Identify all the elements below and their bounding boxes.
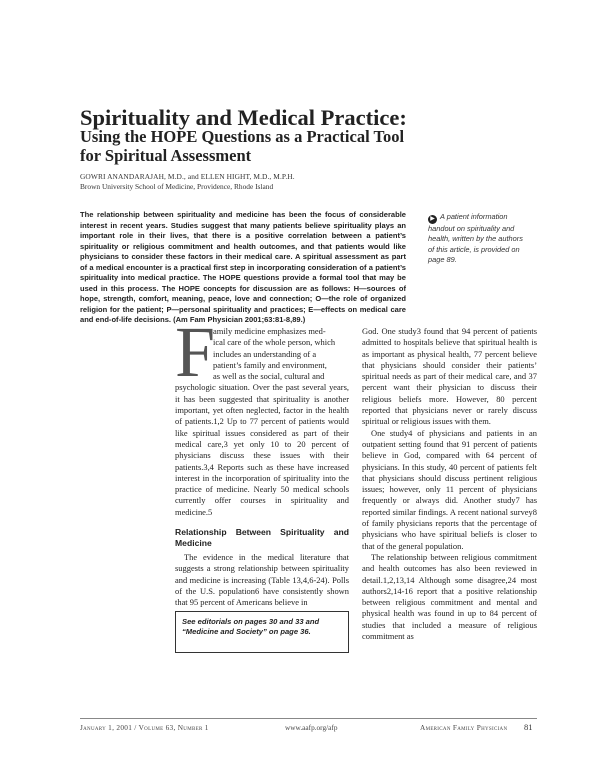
footer-issue: January 1, 2001 / Volume 63, Number 1 — [80, 723, 209, 732]
paragraph: The relationship between religious commitment and health outcomes has also been reviewed in detail.1,2,13,14 Although some disagree,24 most authors2,14-16 report that a positive relationship between religious commitment and mental and physical health was found in up to 84 percent of studies that included a measure of religious commitment as — [362, 551, 537, 642]
intro-line: patient’s family and environment, — [213, 359, 327, 370]
intro-line: ical care of the whole person, which — [213, 337, 336, 348]
footer-url[interactable]: www.aafp.org/afp — [285, 723, 338, 732]
article-subtitle — [80, 127, 540, 165]
intro — [175, 312, 349, 518]
page-number: 81 — [524, 722, 533, 732]
authors: GOWRI ANANDARAJAH, M.D., and ELLEN HIGHT, M.D., M.P.H. — [80, 172, 295, 181]
column-1 — [175, 312, 349, 609]
footer-journal: American Family Physician — [420, 723, 508, 732]
subtitle-line-2: for Spiritual Assessment — [80, 146, 252, 165]
intro-line: includes an understanding of a — [213, 348, 317, 359]
intro-line: as well as the social, cultural and — [213, 371, 325, 382]
sidenote — [428, 212, 526, 266]
editorial-callout: See editorials on pages 30 and 33 and “Medicine and Society” on page 36. — [175, 611, 349, 653]
section-heading: Relationship Between Spirituality and Medicine — [175, 527, 349, 549]
drop-cap: F — [175, 312, 216, 392]
abstract: The relationship between spirituality and medicine has been the focus of considerable interest in recent years. Studies suggest that many patients believe spirituality plays an important role in their lives, that there is a positive correlation between a patient’s spirituality or religious commitment and health outcomes, and that patients would like physicians to consider these factors in their medical care. A spiritual assessment as part of a medical encounter is a practical first step in incorporating consideration of a patient’s spirituality into medical practice. The HOPE questions provide a formal tool that may be used in this process. The HOPE concepts for discussion are as follows: H—sources of hope, strength, comfort, meaning, peace, love and connection; O—the role of organized religion for the patient; P—personal spirituality and practices; E—effects on medical care and end-of-life decisions. (Am Fam Physician 2001;63:81-8,89.) — [80, 210, 406, 324]
article-title: Spirituality and Medical Practice: — [80, 105, 407, 130]
intro-line: amily medicine emphasizes med- — [213, 326, 326, 336]
section-paragraph: The evidence in the medical literature that suggests a strong relationship between spirituality and medicine is increasing (Table 13,4,6-24). Polls of the U.S. population6 have consistently shown that 95 percent of Americans believe in — [175, 552, 349, 608]
footer-rule — [80, 718, 537, 719]
subtitle-line-1: Using the HOPE Questions as a Practical Tool — [80, 127, 405, 146]
arrow-right-icon: ▶ — [428, 215, 437, 224]
column-2 — [362, 326, 537, 642]
intro-paragraph: psychologic situation. Over the past several years, it has been suggested that spirituality is another important, yet often neglected, factor in the health of patients.1,2 Up to 77 percent of patients would like spiritual issues considered as part of their medical care,3 yet only 10 to 20 percent of physicians discuss these issues with their patients.3,4 Reports such as these have increased interest in the incorporation of spirituality into the practice of medicine. Nearly 50 medical schools currently offer courses in spirituality and medicine.5 — [175, 382, 349, 517]
affiliation: Brown University School of Medicine, Providence, Rhode Island — [80, 182, 274, 191]
paragraph: One study4 of physicians and patients in an outpatient setting found that 91 percent of patients believe in God, compared with 64 percent of physicians. In this study, 40 percent of patients felt that physicians should discuss pertinent religious issues; however, only 11 percent of physicians frequently or always did. Another study7 has reported similar findings. A recent national survey8 of family physicians reports that the percentage of physicians who have spiritual beliefs is closer to that of the general population. — [362, 427, 537, 551]
paragraph: God. One study3 found that 94 percent of patients admitted to hospitals believe that spiritual health is as important as physical health, 77 percent believe that physicians should consider their patients’ spiritual needs as part of their medical care, and 37 percent want their physician to discuss their religious beliefs more. However, 80 percent reported that physicians never or rarely discuss spiritual or religious issues with them. — [362, 326, 537, 427]
sidenote-text: A patient information handout on spirituality and health, written by the authors of this article, is provided on page 89. — [428, 212, 523, 265]
